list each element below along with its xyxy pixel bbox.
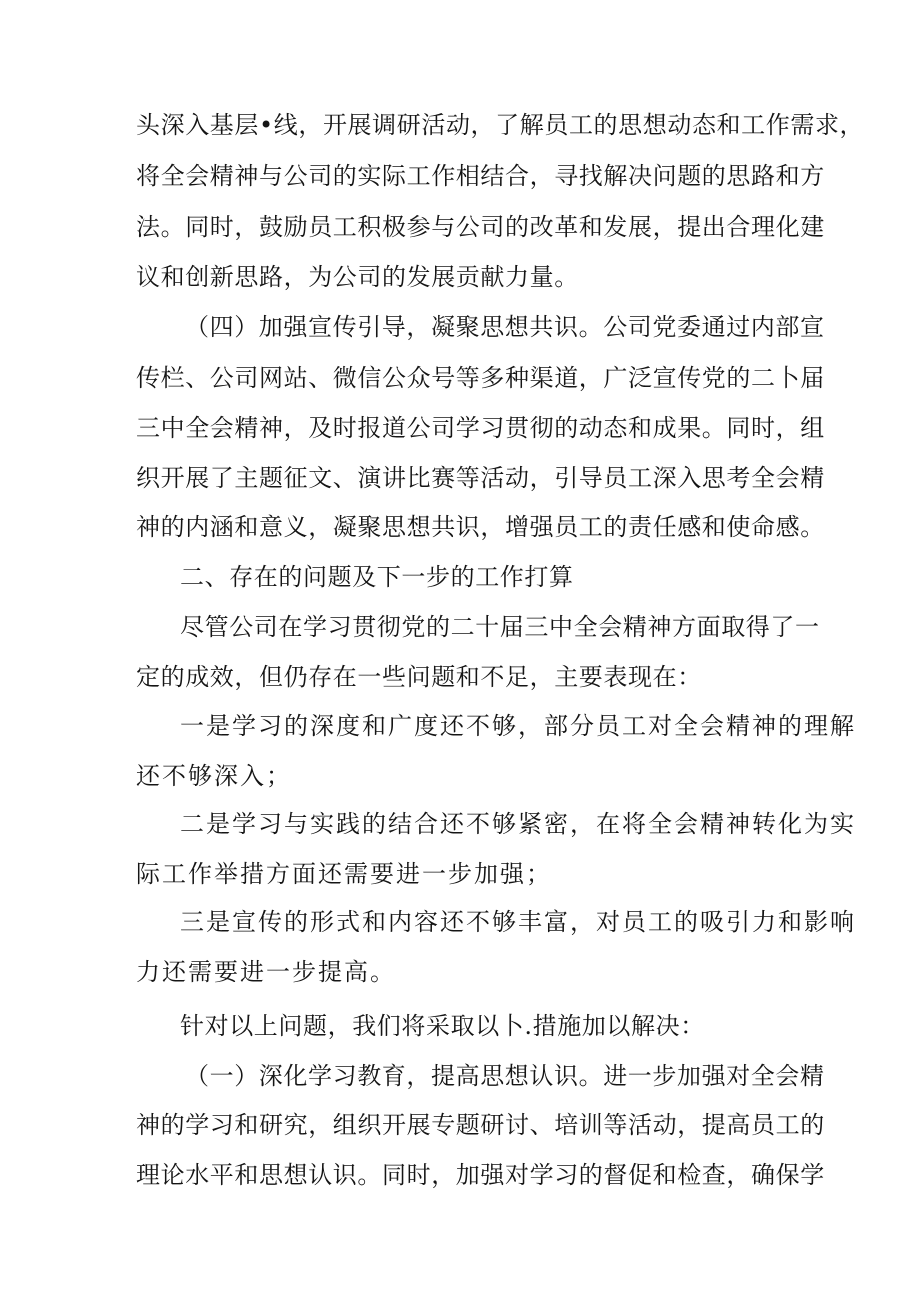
paragraph-1-line-1: 头深入基层•线，开展调研活动，了解员工的思想动态和工作需求， <box>136 111 865 139</box>
paragraph-2-line-2: 传栏、公司网站、微信公众号等多种渠道，广泛宣传党的二卜届 <box>136 364 825 392</box>
issue-3-line-2: 力还需要进一步提高。 <box>136 958 396 986</box>
issue-1-line-1: 一是学习的深度和广度还不够，部分员工对全会精神的理解 <box>180 712 856 740</box>
issue-2-line-2: 际工作举措方面还需要进一步加强； <box>136 860 552 888</box>
paragraph-5-line-3: 理论水平和思想认识。同时，加强对学习的督促和检查，确保学 <box>136 1161 825 1189</box>
paragraph-5-line-1: （一）深化学习教育，提高思想认识。进一步加强对全会精 <box>185 1062 825 1090</box>
paragraph-4-line-1: 针对以上问题，我们将采取以卜.措施加以解决： <box>180 1012 705 1040</box>
paragraph-5-line-2: 神的学习和研究，组织开展专题研讨、培训等活动，提高员工的 <box>136 1111 825 1139</box>
issue-1-line-2: 还不够深入； <box>136 762 292 790</box>
issue-3-line-1: 三是宣传的形式和内容还不够丰富，对员工的吸引力和影响 <box>180 908 856 936</box>
section-heading: 二、存在的问题及下一步的工作打算 <box>180 563 574 591</box>
paragraph-2-line-5: 神的内涵和意义，凝聚思想共识，增强员工的责任感和使命感。 <box>136 513 825 541</box>
issue-2-line-1: 二是学习与实践的结合还不够紧密，在将全会精神转化为实 <box>180 810 856 838</box>
paragraph-1-line-2: 将全会精神与公司的实际工作相结合，寻找解决问题的思路和方 <box>136 162 825 190</box>
paragraph-2-line-4: 织开展了主题征文、演讲比赛等活动，引导员工深入思考全会精 <box>136 464 825 492</box>
paragraph-2-line-1: （四）加强宣传引导，凝聚思想共识。公司党委通过内部宣 <box>185 313 825 341</box>
paragraph-3-line-1: 尽管公司在学习贯彻党的二十届三中全会精神方面取得了一 <box>180 613 820 641</box>
paragraph-1-line-4: 议和创新思路，为公司的发展贡献力量。 <box>136 263 579 291</box>
paragraph-2-line-3: 三中全会精神，及时报道公司学习贯彻的动态和成果。同时，组 <box>136 414 825 442</box>
paragraph-1-line-3: 法。同时，鼓励员工积极参与公司的改革和发展，提出合理化建 <box>136 213 825 241</box>
paragraph-3-line-2: 定的成效，但仍存在一些问题和不足，主要表现在： <box>136 663 702 691</box>
